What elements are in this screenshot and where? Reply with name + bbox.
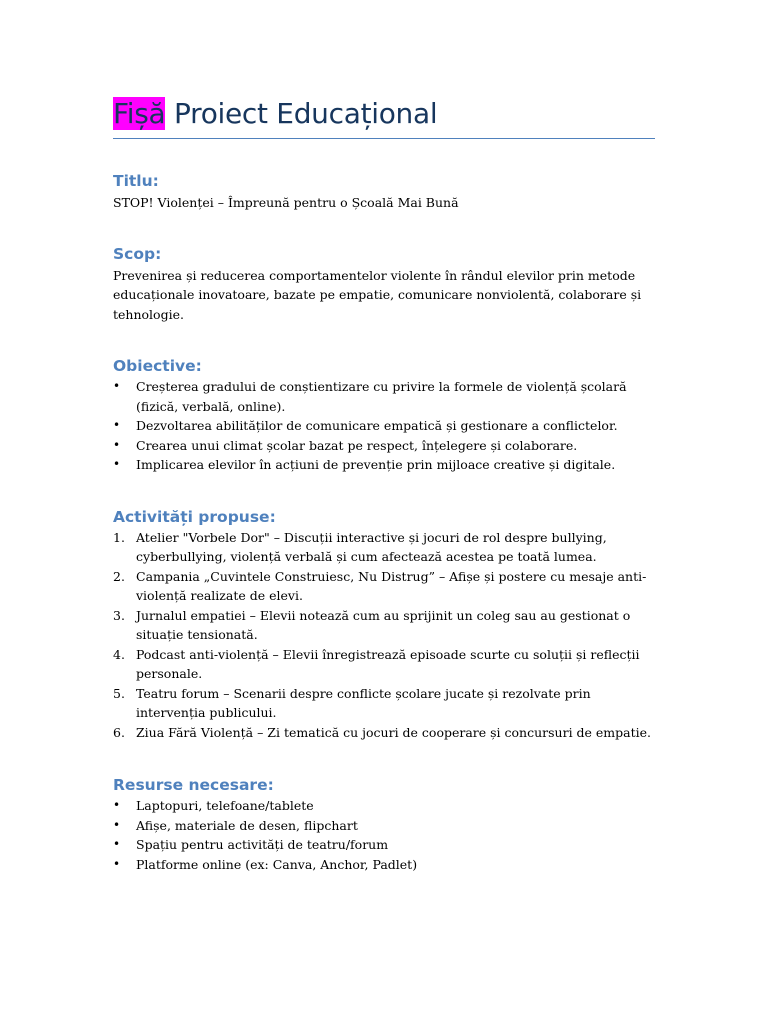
section-text-titlu: STOP! Violenței – Împreună pentru o Școală Mai Bună	[113, 195, 459, 210]
bullet-icon: •	[113, 798, 121, 812]
section-heading-titlu: Titlu:	[113, 172, 159, 190]
list-item-text: Spațiu pentru activități de teatru/forum	[136, 837, 389, 852]
list-number: 3.	[113, 607, 125, 623]
list-item-text: Campania „Cuvintele Construiesc, Nu Distrug” – Afișe și postere cu mesaje anti-violență realizate de elevi.	[136, 568, 647, 603]
section-heading-obiective: Obiective:	[113, 357, 202, 375]
title-text: Proiect Educațional	[165, 97, 438, 130]
list-item-text: Platforme online (ex: Canva, Anchor, Padlet)	[136, 856, 418, 872]
list-item-text: Implicarea elevilor în acțiuni de prevenție prin mijloace creative și digitale.	[136, 457, 616, 472]
list-item-text: Afișe, materiale de desen, flipchart	[136, 817, 358, 833]
list-item	[113, 377, 655, 416]
list-item-text: Jurnalul empatiei – Elevii notează cum au sprijinit un coleg sau au gestionat o situație tensionată.	[136, 607, 631, 642]
list-item	[113, 835, 655, 855]
list-item	[113, 528, 655, 567]
document-content	[113, 92, 655, 874]
list-number: 5.	[113, 685, 125, 701]
section-heading-resurse: Resurse necesare:	[113, 776, 274, 794]
list-item	[113, 684, 655, 723]
list-item-text: Dezvoltarea abilităților de comunicare empatică și gestionare a conflictelor.	[136, 418, 618, 433]
activitati-list	[113, 528, 655, 743]
bullet-icon: •	[113, 379, 121, 393]
list-number: 1.	[113, 529, 125, 545]
list-item	[113, 436, 655, 456]
list-number: 6.	[113, 724, 125, 740]
list-item	[113, 816, 655, 836]
list-item-text: Atelier "Vorbele Dor" – Discuții interactive și jocuri de rol despre bullying, cyberbullying, violență verbală și cum afectează acestea pe toată lumea.	[136, 529, 607, 564]
section-text-scop: Prevenirea și reducerea comportamentelor violente în rândul elevilor prin metode educaționale inovatoare, bazate pe empatie, comunicare nonviolentă, colaborare și tehnologie.	[113, 267, 642, 322]
list-item-text: Ziua Fără Violență – Zi tematică cu jocuri de cooperare și concursuri de empatie.	[136, 724, 652, 740]
list-item-text: Teatru forum – Scenarii despre conflicte școlare jucate și rezolvate prin intervenția publicului.	[136, 685, 591, 720]
list-item	[113, 606, 655, 645]
bullet-icon: •	[113, 418, 121, 432]
section-heading-activitati: Activități propuse:	[113, 507, 276, 526]
section-heading-scop: Scop:	[113, 244, 162, 263]
list-item	[113, 455, 655, 475]
list-item	[113, 855, 655, 875]
list-item	[113, 796, 655, 816]
list-item-text: Laptopuri, telefoane/tablete	[136, 798, 314, 813]
list-item	[113, 723, 655, 743]
title-underline	[113, 138, 655, 139]
title-highlighted-word: Fișă	[113, 97, 166, 130]
list-item	[113, 416, 655, 436]
list-item-text: Creșterea gradului de conștientizare cu privire la formele de violență școlară (fizică, verbală, online).	[136, 379, 627, 414]
bullet-icon: •	[113, 817, 121, 832]
document-title	[113, 92, 655, 136]
list-number: 2.	[113, 568, 125, 584]
bullet-icon: •	[113, 457, 121, 471]
bullet-icon: •	[113, 837, 121, 851]
bullet-icon: •	[113, 437, 121, 452]
list-item-text: Crearea unui climat școlar bazat pe respect, înțelegere și colaborare.	[136, 437, 578, 453]
list-item	[113, 645, 655, 684]
bullet-icon: •	[113, 856, 121, 871]
list-item-text: Podcast anti-violență – Elevii înregistrează episoade scurte cu soluții și reflecții personale.	[136, 646, 640, 681]
list-item	[113, 567, 655, 606]
resurse-list	[113, 796, 655, 874]
list-number: 4.	[113, 646, 125, 662]
obiective-list	[113, 377, 655, 475]
